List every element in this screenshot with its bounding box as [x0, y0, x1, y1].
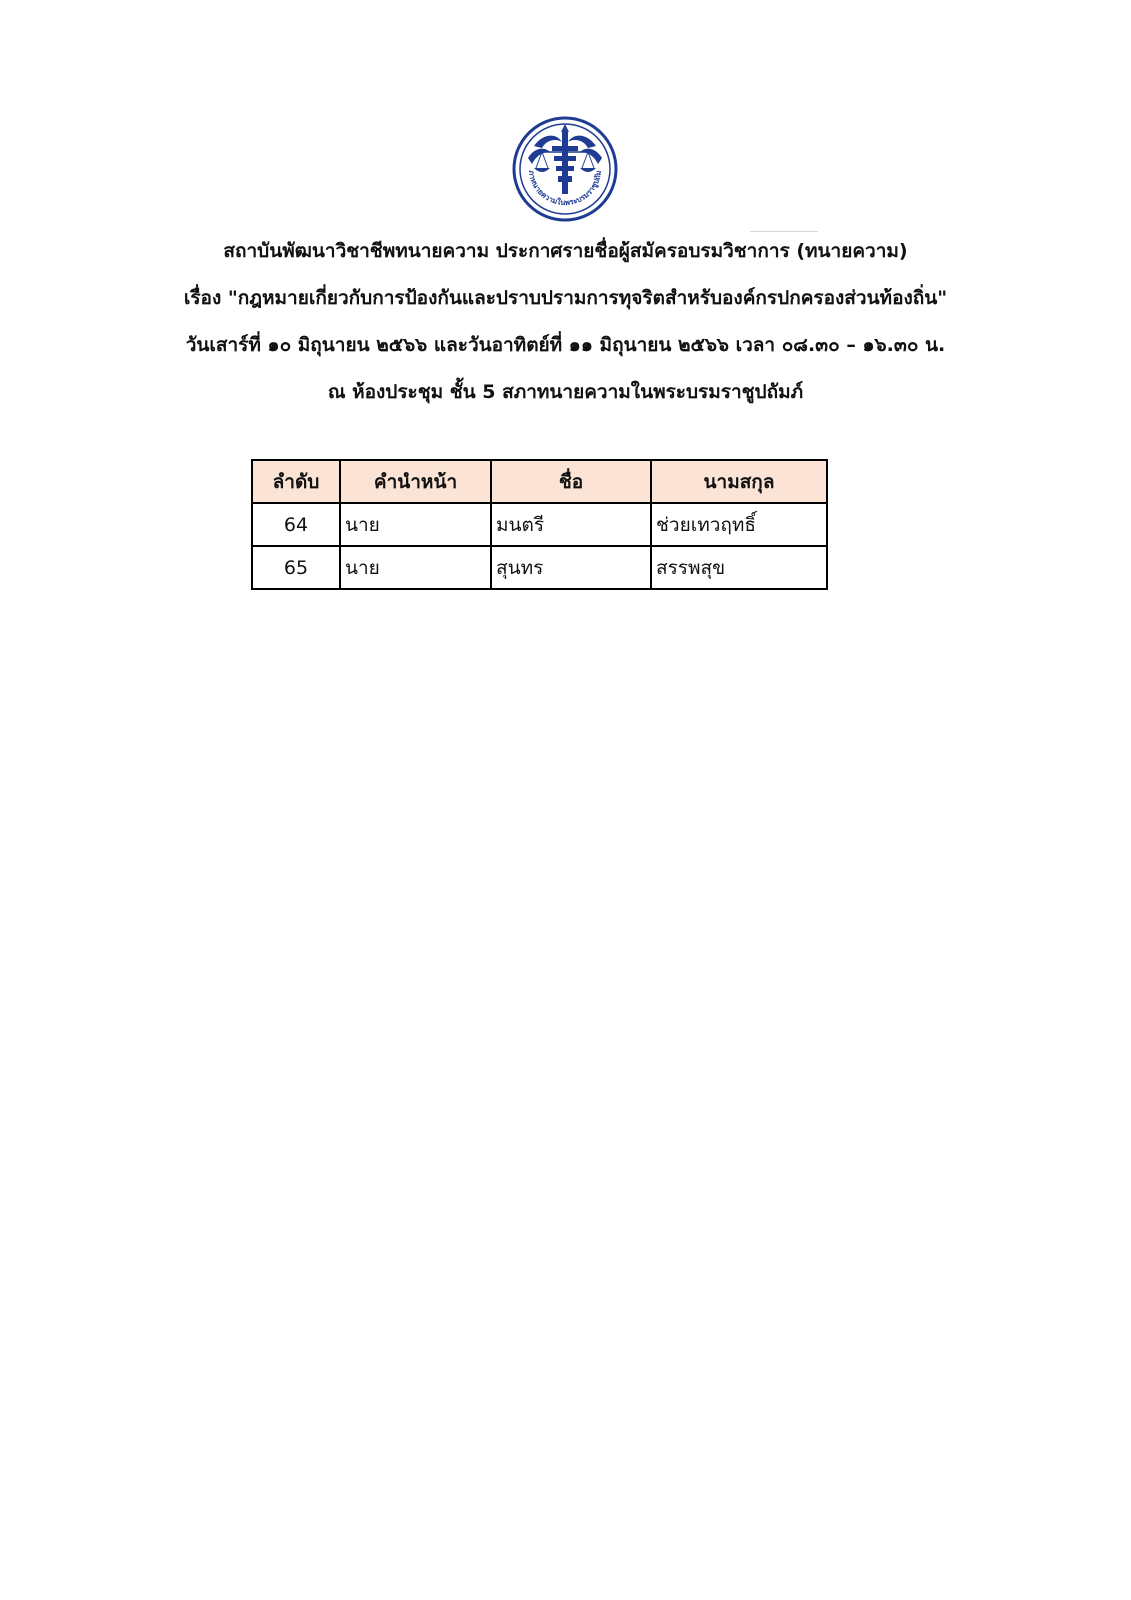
table-header-row — [252, 460, 827, 503]
column-header-order: ลำดับ — [252, 460, 340, 503]
participant-table — [251, 459, 828, 590]
row-first-name: สุนทร — [491, 546, 651, 589]
row-prefix: นาย — [340, 503, 491, 546]
row-prefix: นาย — [340, 546, 491, 589]
column-header-prefix: คำนำหน้า — [340, 460, 491, 503]
header-line-2: เรื่อง "กฎหมายเกี่ยวกับการป้องกันและปราบปรามการทุจริตสำหรับองค์กรปกครองส่วนท้องถิ่น" — [183, 287, 948, 309]
header-line-1: สถาบันพัฒนาวิชาชีพทนายความ ประกาศรายชื่อผู้สมัครอบรมวิชาการ (ทนายความ) — [223, 240, 908, 262]
lawyers-council-logo — [512, 116, 618, 222]
table-row — [252, 503, 827, 546]
row-last-name: ช่วยเทวฤทธิ์ — [651, 503, 827, 546]
svg-text:สภาทนายความในพระบรมราชูปถัมภ์: ภาทนายความในพระบรมราชูปถัม — [526, 169, 604, 208]
column-header-last-name: นามสกุล — [651, 460, 827, 503]
table-row — [252, 546, 827, 589]
column-header-first-name: ชื่อ — [491, 460, 651, 503]
divider — [750, 231, 818, 232]
header-line-3: วันเสาร์ที่ ๑๐ มิถุนายน ๒๕๖๖ และวันอาทิตย์ที่ ๑๑ มิถุนายน ๒๕๖๖ เวลา ๐๘.๓๐ – ๑๖.๓๐ น. — [185, 334, 946, 356]
row-last-name: สรรพสุข — [651, 546, 827, 589]
row-number: 64 — [252, 503, 340, 546]
row-number: 65 — [252, 546, 340, 589]
row-first-name: มนตรี — [491, 503, 651, 546]
header-line-4: ณ ห้องประชุม ชั้น 5 สภาทนายความในพระบรมราชูปถัมภ์ — [327, 381, 804, 403]
